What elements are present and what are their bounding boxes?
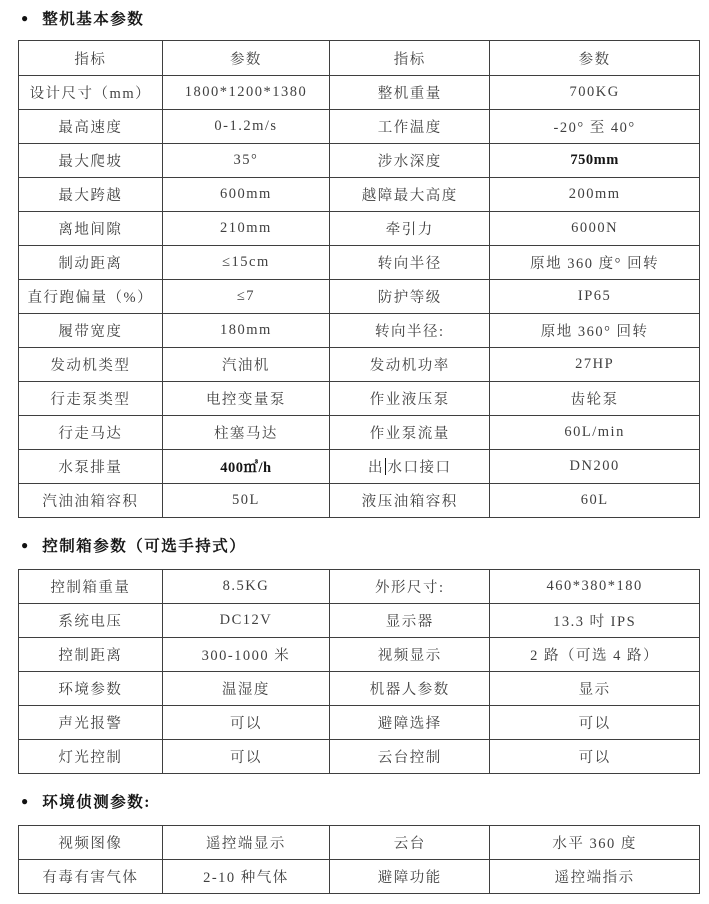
spec-label: 显示器 bbox=[330, 604, 490, 638]
spec-value: 180mm bbox=[162, 314, 330, 348]
section-heading-control-box bbox=[18, 533, 700, 557]
spec-label: 有毒有害气体 bbox=[19, 860, 163, 894]
table-row bbox=[19, 638, 700, 672]
spec-label: 避障功能 bbox=[330, 860, 490, 894]
table-row bbox=[19, 416, 700, 450]
spec-label: 作业泵流量 bbox=[330, 416, 490, 450]
spec-value: 13.3 吋 IPS bbox=[490, 604, 700, 638]
spec-value: 35° bbox=[162, 144, 330, 178]
spec-value: 可以 bbox=[162, 706, 330, 740]
spec-value: 750mm bbox=[490, 144, 700, 178]
spec-label: 最大跨越 bbox=[19, 178, 163, 212]
spec-value: 300-1000 米 bbox=[162, 638, 330, 672]
spec-value: 齿轮泵 bbox=[490, 382, 700, 416]
spec-label: 整机重量 bbox=[330, 76, 490, 110]
table-row bbox=[19, 246, 700, 280]
table-row bbox=[19, 178, 700, 212]
spec-value: 210mm bbox=[162, 212, 330, 246]
spec-value: DC12V bbox=[162, 604, 330, 638]
table-row bbox=[19, 110, 700, 144]
text-cursor bbox=[385, 458, 387, 475]
spec-label: 液压油箱容积 bbox=[330, 484, 490, 518]
section-heading-environment bbox=[18, 789, 700, 813]
spec-label: 水泵排量 bbox=[19, 450, 163, 484]
control-box-parameters-table bbox=[18, 569, 700, 774]
column-header: 参数 bbox=[162, 41, 330, 76]
spec-label: 灯光控制 bbox=[19, 740, 163, 774]
table-row bbox=[19, 860, 700, 894]
spec-value: 0-1.2m/s bbox=[162, 110, 330, 144]
table-row bbox=[19, 382, 700, 416]
spec-value: 遥控端显示 bbox=[162, 826, 330, 860]
spec-value: 可以 bbox=[490, 740, 700, 774]
spec-label: 外形尺寸: bbox=[330, 570, 490, 604]
spec-value: 700KG bbox=[490, 76, 700, 110]
spec-value: -20° 至 40° bbox=[490, 110, 700, 144]
spec-label: 发动机类型 bbox=[19, 348, 163, 382]
table-row bbox=[19, 314, 700, 348]
spec-value: 可以 bbox=[490, 706, 700, 740]
spec-label: 转向半径 bbox=[330, 246, 490, 280]
spec-value: ≤15cm bbox=[162, 246, 330, 280]
spec-value: 50L bbox=[162, 484, 330, 518]
spec-value: 电控变量泵 bbox=[162, 382, 330, 416]
spec-label: 视频显示 bbox=[330, 638, 490, 672]
spec-value: DN200 bbox=[490, 450, 700, 484]
spec-value: 温湿度 bbox=[162, 672, 330, 706]
bullet-icon: ● bbox=[21, 538, 29, 552]
spec-label: 控制箱重量 bbox=[19, 570, 163, 604]
column-header: 参数 bbox=[490, 41, 700, 76]
section-heading-machine bbox=[18, 6, 700, 30]
spec-label: 离地间隙 bbox=[19, 212, 163, 246]
table-row bbox=[19, 826, 700, 860]
section-title: 整机基本参数 bbox=[42, 11, 145, 28]
spec-value: 460*380*180 bbox=[490, 570, 700, 604]
spec-value: 600mm bbox=[162, 178, 330, 212]
spec-value: IP65 bbox=[490, 280, 700, 314]
spec-value: 2 路（可选 4 路） bbox=[490, 638, 700, 672]
spec-label: 声光报警 bbox=[19, 706, 163, 740]
spec-label: 行走马达 bbox=[19, 416, 163, 450]
spec-label: 设计尺寸（mm） bbox=[19, 76, 163, 110]
table-row bbox=[19, 348, 700, 382]
spec-label: 履带宽度 bbox=[19, 314, 163, 348]
spec-label: 发动机功率 bbox=[330, 348, 490, 382]
table-row bbox=[19, 706, 700, 740]
spec-label: 云台 bbox=[330, 826, 490, 860]
table-row bbox=[19, 212, 700, 246]
spec-label: 行走泵类型 bbox=[19, 382, 163, 416]
bullet-icon: ● bbox=[21, 11, 29, 25]
table-row bbox=[19, 76, 700, 110]
spec-value: 2-10 种气体 bbox=[162, 860, 330, 894]
table-row bbox=[19, 450, 700, 484]
spec-value: 400㎥/h bbox=[162, 450, 330, 484]
spec-label: 防护等级 bbox=[330, 280, 490, 314]
spec-label: 云台控制 bbox=[330, 740, 490, 774]
table-header-row bbox=[19, 41, 700, 76]
section-title: 环境侦测参数: bbox=[42, 794, 151, 811]
table-row bbox=[19, 280, 700, 314]
column-header: 指标 bbox=[19, 41, 163, 76]
table-row bbox=[19, 570, 700, 604]
environment-detection-table bbox=[18, 825, 700, 894]
spec-value: 6000N bbox=[490, 212, 700, 246]
spec-value: 200mm bbox=[490, 178, 700, 212]
spec-value: 60L bbox=[490, 484, 700, 518]
spec-value: 显示 bbox=[490, 672, 700, 706]
spec-value: 遥控端指示 bbox=[490, 860, 700, 894]
spec-label: 工作温度 bbox=[330, 110, 490, 144]
bullet-icon: ● bbox=[21, 794, 29, 808]
spec-value: 8.5KG bbox=[162, 570, 330, 604]
spec-value: 27HP bbox=[490, 348, 700, 382]
column-header: 指标 bbox=[330, 41, 490, 76]
spec-value: ≤7 bbox=[162, 280, 330, 314]
spec-value: 原地 360° 回转 bbox=[490, 314, 700, 348]
table-row bbox=[19, 672, 700, 706]
spec-value: 60L/min bbox=[490, 416, 700, 450]
spec-label: 视频图像 bbox=[19, 826, 163, 860]
spec-value: 可以 bbox=[162, 740, 330, 774]
spec-label: 环境参数 bbox=[19, 672, 163, 706]
spec-label: 直行跑偏量（%） bbox=[19, 280, 163, 314]
spec-label: 系统电压 bbox=[19, 604, 163, 638]
spec-label: 越障最大高度 bbox=[330, 178, 490, 212]
spec-value: 汽油机 bbox=[162, 348, 330, 382]
spec-label: 机器人参数 bbox=[330, 672, 490, 706]
spec-value: 原地 360 度° 回转 bbox=[490, 246, 700, 280]
spec-label: 控制距离 bbox=[19, 638, 163, 672]
spec-label: 避障选择 bbox=[330, 706, 490, 740]
table-row bbox=[19, 144, 700, 178]
spec-value: 水平 360 度 bbox=[490, 826, 700, 860]
spec-value: 柱塞马达 bbox=[162, 416, 330, 450]
spec-label: 制动距离 bbox=[19, 246, 163, 280]
spec-label: 出 水口接口 bbox=[330, 450, 490, 484]
table-row bbox=[19, 604, 700, 638]
spec-label: 最大爬坡 bbox=[19, 144, 163, 178]
spec-label: 最高速度 bbox=[19, 110, 163, 144]
machine-parameters-table bbox=[18, 40, 700, 518]
spec-label: 作业液压泵 bbox=[330, 382, 490, 416]
spec-label: 涉水深度 bbox=[330, 144, 490, 178]
spec-label: 转向半径: bbox=[330, 314, 490, 348]
table-row bbox=[19, 740, 700, 774]
spec-label: 汽油油箱容积 bbox=[19, 484, 163, 518]
spec-value: 1800*1200*1380 bbox=[162, 76, 330, 110]
section-title: 控制箱参数（可选手持式） bbox=[42, 538, 247, 555]
table-row bbox=[19, 484, 700, 518]
spec-label: 牵引力 bbox=[330, 212, 490, 246]
